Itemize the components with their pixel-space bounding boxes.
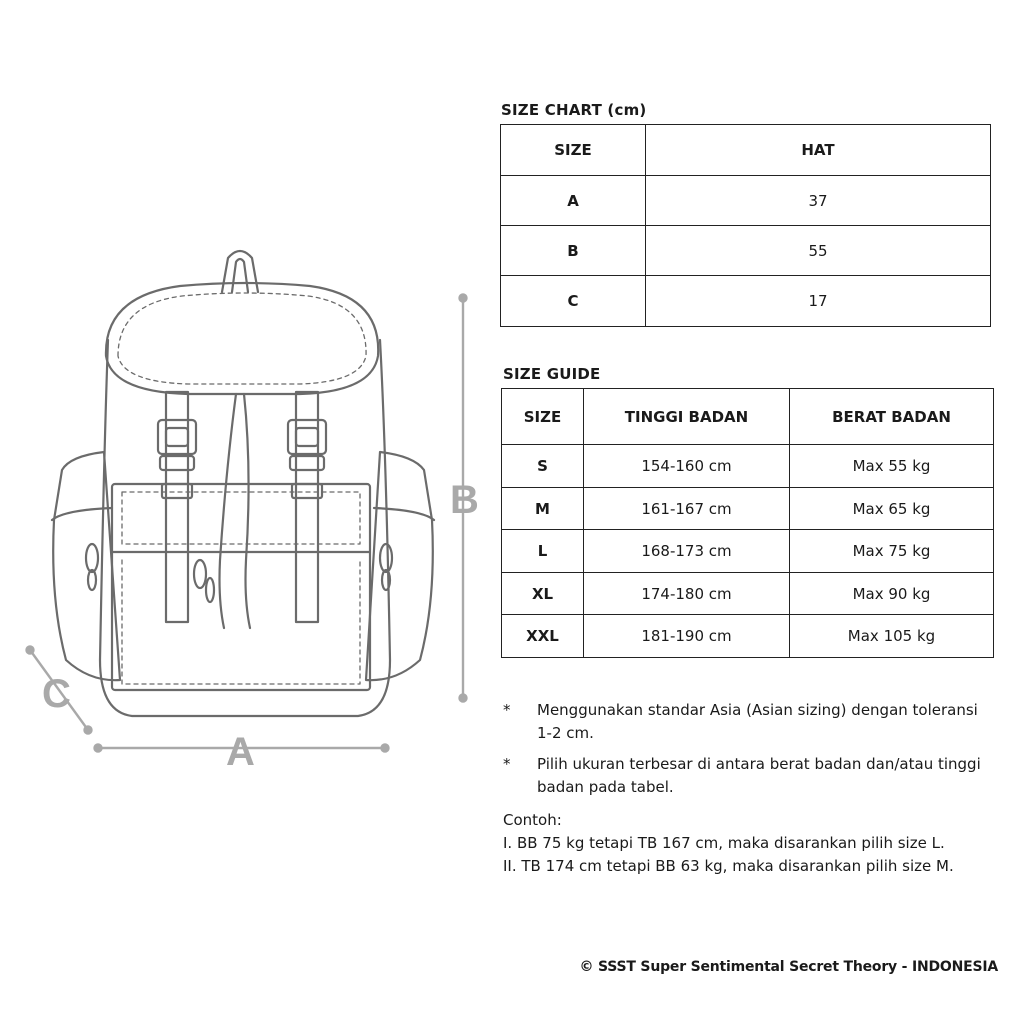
size-guide-cell: 174-180 cm xyxy=(584,573,790,615)
footer-copyright: © SSST Super Sentimental Secret Theory - INDONESIA xyxy=(579,959,998,975)
backpack-lid xyxy=(106,283,378,394)
note-text: Pilih ukuran terbesar di antara berat badan dan/atau tinggi badan pada tabel. xyxy=(537,755,981,796)
size-chart-cell: 55 xyxy=(646,226,991,276)
size-guide-cell: XL xyxy=(502,573,584,615)
size-guide-title: SIZE GUIDE xyxy=(503,365,601,383)
size-guide-header: TINGGI BADAN xyxy=(584,389,790,445)
size-guide-cell: S xyxy=(502,445,584,488)
dimension-label-c: C xyxy=(42,672,71,716)
size-chart-cell: A xyxy=(501,176,646,226)
size-guide-header: BERAT BADAN xyxy=(790,389,994,445)
size-guide-cell: 154-160 cm xyxy=(584,445,790,488)
note-bullet: * xyxy=(503,755,511,773)
size-guide-cell: Max 75 kg xyxy=(790,530,994,573)
size-guide-cell: Max 90 kg xyxy=(790,573,994,615)
size-guide-cell: Max 65 kg xyxy=(790,488,994,530)
size-guide-table xyxy=(501,388,994,658)
size-guide-cell: 168-173 cm xyxy=(584,530,790,573)
right-strap xyxy=(296,392,318,622)
top-handle xyxy=(222,251,258,292)
size-chart-header-size: SIZE xyxy=(501,125,646,176)
size-guide-cell: M xyxy=(502,488,584,530)
size-guide-header: SIZE xyxy=(502,389,584,445)
size-guide-cell: L xyxy=(502,530,584,573)
size-guide-cell: 161-167 cm xyxy=(584,488,790,530)
size-chart-header-hat: HAT xyxy=(646,125,991,176)
size-guide-cell: 181-190 cm xyxy=(584,615,790,658)
example-line: II. TB 174 cm tetapi BB 63 kg, maka disarankan pilih size M. xyxy=(503,857,954,875)
size-guide-cell: XXL xyxy=(502,615,584,658)
size-chart-cell: 37 xyxy=(646,176,991,226)
example-line: I. BB 75 kg tetapi TB 167 cm, maka disarankan pilih size L. xyxy=(503,834,945,852)
size-chart-table xyxy=(500,124,991,327)
size-chart-cell: B xyxy=(501,226,646,276)
note-bullet: * xyxy=(503,701,511,719)
drawstring xyxy=(220,394,237,628)
size-chart-title: SIZE CHART (cm) xyxy=(501,101,647,119)
example-heading: Contoh: xyxy=(503,811,562,829)
size-guide-cell: Max 105 kg xyxy=(790,615,994,658)
size-chart-cell: 17 xyxy=(646,276,991,327)
note-text: Menggunakan standar Asia (Asian sizing) dengan toleransi 1-2 cm. xyxy=(537,701,978,742)
right-side-pocket xyxy=(366,452,433,680)
dimension-label-a: A xyxy=(226,730,255,774)
backpack-illustration xyxy=(0,0,500,800)
front-pocket xyxy=(112,484,370,690)
left-strap xyxy=(166,392,188,622)
dimension-label-b: B xyxy=(450,478,479,522)
size-guide-cell: Max 55 kg xyxy=(790,445,994,488)
size-chart-cell: C xyxy=(501,276,646,327)
